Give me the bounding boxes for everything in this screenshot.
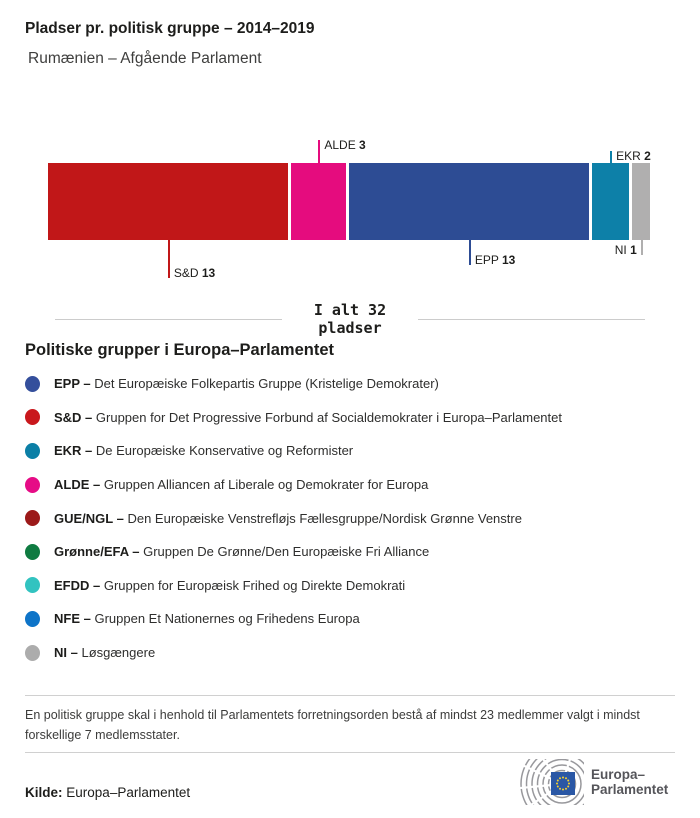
total-seats-line2: pladser (318, 319, 382, 337)
callout-line-s-d (168, 240, 170, 278)
divider-line-left (55, 319, 282, 320)
legend-label-alde: ALDE – Gruppen Alliancen af Liberale og Demokrater for Europa (54, 477, 429, 493)
ep-logo-text-line1: Europa– (591, 767, 646, 782)
callout-line-ekr (610, 151, 612, 163)
total-seats-label (314, 301, 386, 337)
legend-label-nfe: NFE – Gruppen Et Nationernes og Frihedens Europa (54, 611, 360, 627)
callout-alde (318, 138, 366, 163)
bar-segment-s-d (48, 163, 288, 280)
footnote (25, 705, 680, 745)
legend-label-epp: EPP – Det Europæiske Folkepartis Gruppe (Kristelige Demokrater) (54, 376, 439, 392)
callout-label-ni: NI 1 (614, 243, 637, 257)
legend-dot-gr-nne-efa (25, 544, 40, 560)
legend-item-ekr (25, 434, 680, 468)
callout-s-d (168, 240, 216, 280)
legend-label-efdd: EFDD – Gruppen for Europæisk Frihed og Direkte Demokrati (54, 577, 406, 593)
callout-epp (469, 240, 516, 267)
legend-label-s-d: S&D – Gruppen for Det Progressive Forbund af Socialdemokrater i Europa–Parlamentet (54, 409, 562, 425)
legend-label-gue-ngl: GUE/NGL – Den Europæiske Venstrefløjs Fællesgruppe/Nordisk Grønne Venstre (54, 510, 522, 526)
callout-ni (614, 240, 643, 257)
legend-dot-ekr (25, 443, 40, 459)
separator-bottom (25, 752, 675, 753)
ep-logo-text-line2: Parlamentet (591, 782, 669, 797)
callout-line-epp (469, 240, 471, 265)
ep-hemicycle-logo-icon (512, 759, 584, 805)
legend-item-alde (25, 468, 680, 502)
legend-item-gr-nne-efa (25, 535, 680, 569)
footnote-line2: forskellige 7 medlemsstater. (25, 728, 180, 742)
legend-dot-gue-ngl (25, 510, 40, 526)
legend-dot-nfe (25, 611, 40, 627)
legend-item-ni (25, 636, 680, 670)
chart-title: Pladser pr. politisk gruppe – 2014–2019 (25, 20, 315, 37)
divider-line-right (418, 319, 645, 320)
bar-segment-ni (614, 163, 650, 257)
ep-logo-text (591, 767, 668, 797)
callout-label-alde: ALDE 3 (324, 138, 366, 152)
legend-item-s-d (25, 401, 680, 435)
source-value: Europa–Parlamentet (66, 785, 191, 800)
legend-dot-ni (25, 645, 40, 661)
ep-logo (512, 759, 668, 805)
source-line (25, 785, 190, 800)
callout-label-ekr: EKR 2 (616, 149, 651, 163)
callout-label-s-d: S&D 13 (173, 266, 216, 280)
callout-line-alde (318, 140, 320, 163)
legend-item-epp (25, 367, 680, 401)
legend-label-gr-nne-efa: Grønne/EFA – Gruppen De Grønne/Den Europæiske Fri Alliance (54, 544, 430, 560)
bar-segment-epp (349, 163, 589, 267)
legend-label-ekr: EKR – De Europæiske Konservative og Reformister (54, 443, 354, 459)
total-seats-line1: I alt 32 (313, 301, 387, 319)
callout-ekr (610, 149, 651, 163)
seat-bar (48, 138, 651, 280)
legend-item-nfe (25, 602, 680, 636)
bar-segment-ekr (592, 149, 651, 240)
legend-dot-efdd (25, 577, 40, 593)
footnote-line1: En politisk gruppe skal i henhold til Parlamentets forretningsorden bestå af mindst 23 medlemmer valgt i mindst (25, 708, 640, 722)
callout-label-epp: EPP 13 (474, 253, 516, 267)
legend-list (25, 367, 680, 669)
legend-dot-alde (25, 477, 40, 493)
legend-item-efdd (25, 569, 680, 603)
legend-dot-s-d (25, 409, 40, 425)
source-label: Kilde: (25, 785, 63, 800)
bar-segment-alde (291, 138, 366, 240)
legend-item-gue-ngl (25, 501, 680, 535)
total-seats-divider (55, 301, 645, 337)
legend-label-ni: NI – Løsgængere (54, 645, 156, 661)
legend-dot-epp (25, 376, 40, 392)
callout-line-ni (641, 240, 643, 255)
separator-top (25, 695, 675, 696)
chart-subtitle: Rumænien – Afgående Parlament (28, 50, 262, 67)
legend (25, 341, 680, 669)
legend-heading: Politiske grupper i Europa–Parlamentet (25, 341, 335, 359)
